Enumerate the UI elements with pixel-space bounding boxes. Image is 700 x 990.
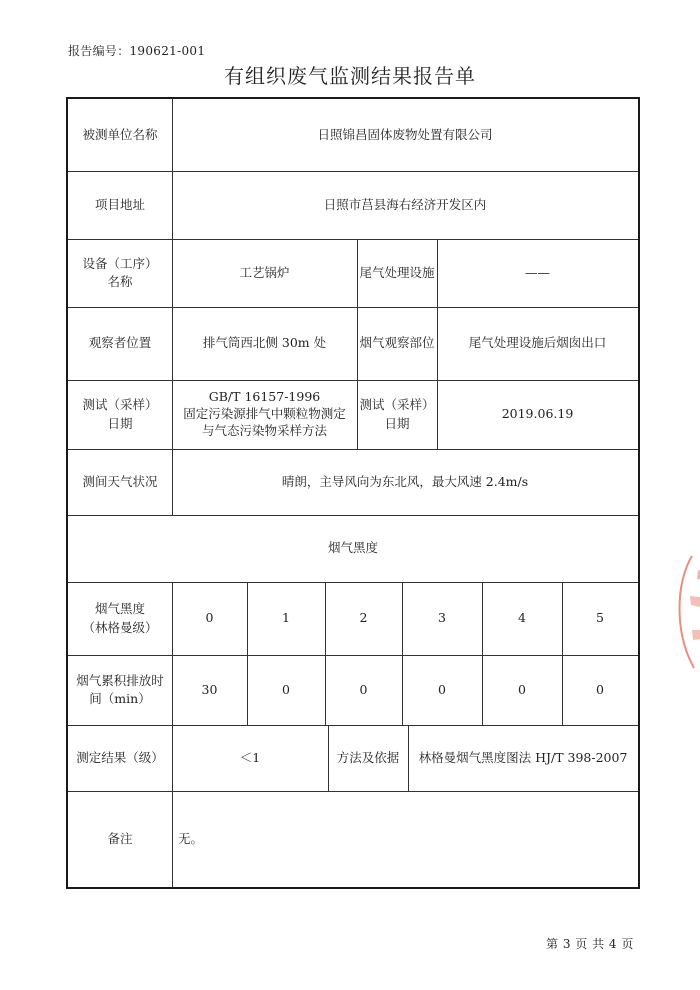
blackness-label-line2: （林格曼级）: [82, 619, 158, 635]
test-date-value: 2019.06.19: [501, 406, 574, 422]
duration-label-line2: 间（min）: [89, 691, 151, 706]
official-seal-fragment: [672, 552, 700, 672]
duration-value: 0: [282, 681, 290, 697]
duration-label-line1: 烟气累积排放时: [76, 672, 164, 688]
observer-value: 排气筒西北侧 30m 处: [202, 335, 327, 351]
unit-label: 被测单位名称: [82, 126, 158, 142]
duration-label: [68, 655, 172, 725]
remarks-label: 备注: [107, 830, 133, 846]
duration-value: 0: [438, 681, 446, 697]
duration-value: 0: [518, 681, 526, 697]
blackness-level: 2: [359, 610, 368, 626]
report-table: [66, 97, 640, 889]
blackness-label-line1: 烟气黑度: [94, 601, 145, 617]
blackness-level: 4: [518, 610, 526, 626]
remarks-value: 无。: [178, 830, 204, 846]
duration-value: 0: [359, 681, 368, 697]
method-value: 林格曼烟气黑度图法 HJ/T 398-2007: [418, 749, 628, 765]
observation-part-label: 烟气观察部位: [359, 335, 435, 351]
test-label-line1: 测试（采样）: [82, 397, 158, 413]
test-standard-line1: GB/T 16157-1996: [208, 389, 321, 405]
equipment-label-line2: 名称: [107, 274, 133, 289]
treatment-value: ——: [525, 264, 550, 280]
address-label: 项目地址: [94, 196, 145, 212]
unit-value: 日照锦昌固体废物处置有限公司: [317, 126, 493, 142]
page-title: 有组织废气监测结果报告单: [224, 64, 476, 88]
result-label: 测定结果（级）: [76, 749, 164, 765]
duration-value: 30: [201, 681, 218, 697]
test-standard: [172, 380, 357, 449]
blackness-level: 3: [438, 610, 446, 626]
observer-label: 观察者位置: [88, 335, 152, 351]
result-value: ＜1: [239, 749, 261, 765]
test-label-line2: 日期: [107, 415, 133, 431]
observation-part-value: 尾气处理设施后烟囱出口: [468, 335, 607, 351]
blackness-level: 0: [205, 610, 214, 626]
address-value: 日照市莒县海右经济开发区内: [323, 196, 487, 212]
blackness-label: [68, 582, 172, 655]
test-date-label: [357, 380, 437, 449]
test-date-label-line1: 测试（采样）: [359, 397, 435, 413]
test-date-label-line2: 日期: [384, 415, 410, 431]
method-label: 方法及依据: [336, 749, 400, 765]
duration-value: 0: [596, 681, 604, 697]
test-standard-line2: 固定污染源排气中颗粒物测定: [183, 406, 346, 422]
section-title: 烟气黑度: [327, 540, 378, 556]
treatment-label: 尾气处理设施: [359, 264, 435, 280]
blackness-level: 5: [596, 610, 604, 626]
blackness-level: 1: [282, 610, 290, 626]
page-number: 第 3 页 共 4 页: [546, 937, 634, 951]
test-standard-line3: 与气态污染物采样方法: [201, 422, 327, 438]
weather-value: 晴朗，主导风向为东北风，最大风速 2.4m/s: [281, 473, 529, 489]
report-number: 报告编号：190621-001: [68, 44, 206, 58]
equipment-label-line1: 设备（工序）: [82, 255, 158, 271]
equipment-value: 工艺锅炉: [239, 264, 290, 280]
test-label: [68, 380, 172, 449]
equipment-label: [68, 239, 172, 307]
weather-label: 测间天气状况: [82, 473, 158, 489]
